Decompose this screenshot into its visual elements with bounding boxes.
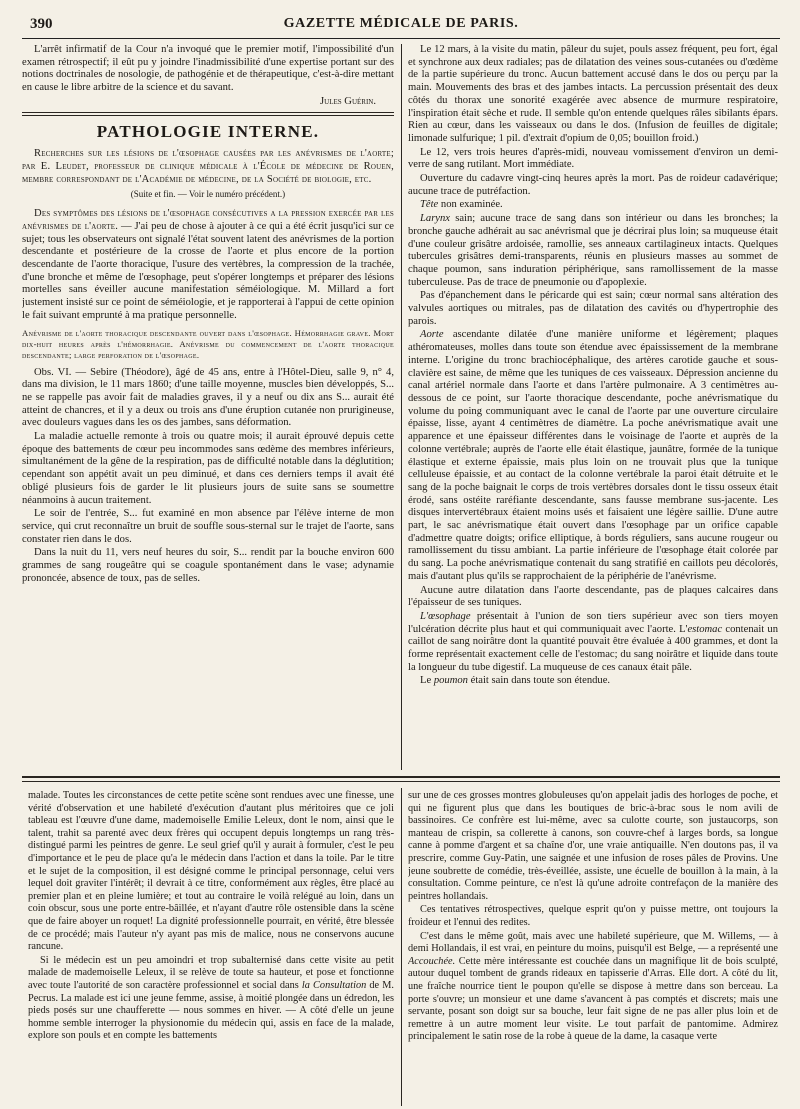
feuilleton-paragraph-4: Ces tentatives rétrospectives, quelque esprit qu'on y puisse mettre, ont toujours la froideur et l'ennui des redites. — [408, 904, 778, 928]
section-divider-thin — [22, 115, 394, 116]
symptoms-text: — J'ai peu de chose à ajouter à ce qui a été écrit jusqu'ici sur ce sujet; tous les observateurs ont signalé l'état souvent latent des anévrismes de la portion descendante et postérieure de la crosse de l'aorte et plus encore de la portion descendante de l'aorte thoracique, l'usure des vertèbres, la compression de la trachée, d'une bronche et même de l'œsophage, peut s'opérer longtemps et préparer des lésions mortelles sans éveiller aucune manifestation séméiologique. M. Millard a fort justement insisté sur ce point de séméiologie, et je rapporterai à l'appui de cette opinion le fait suivant emprunté à ma pratique personnelle. — [22, 220, 394, 321]
symptoms-heading: Des symptômes des lésions de l'œsophage consécutives a la pression exercée par les anévrismes de l'aorte. — [22, 208, 394, 232]
larynx-paragraph — [408, 213, 778, 289]
feuilleton-text-2a: Si le médecin est un peu amoindri et trop subalternisé dans cette visite au petit malade de mademoiselle Leleux, il se relève de toute sa hauteur, et pose et fonctionne avec toute l'autorité de son caractère professionnel et social dans — [28, 954, 394, 991]
oesophagus-text: présentait à l'union de son tiers supérieur avec son tiers moyen l'ulcération décrite plus haut et qui communiquait avec l'aorte. L' — [408, 610, 778, 635]
feuilleton-text-2b: de M. Pecrus. La malade est ici une jeune femme, assise, à moitié plongée dans un édredon, les pieds posés sur une chaufferette — nous sommes en hiver. — A côté d'elle un jeune homme semble interroger la physionomie du médecin qui, assis en face de la malade, explore son pouls et en compte les battements — [28, 979, 394, 1042]
symptoms-paragraph — [22, 208, 394, 322]
feuilleton-rule-bottom — [22, 781, 780, 782]
section-divider — [22, 112, 394, 114]
observation-paragraph-3: Le soir de l'entrée, S... fut examiné en mon absence par l'élève interne de mon service, qui crut reconnaître un bruit de souffle sous-sternal sur le trajet de l'aorte, sans constater rien dans le dos. — [22, 508, 394, 545]
feuilleton-paragraph-2 — [28, 955, 394, 1043]
head-paragraph — [408, 199, 778, 212]
aorta-text: ascendante dilatée d'une manière uniforme et légèrement; plaques athéromateuses, molles dans toute son étendue avec épaississement de la membrane interne. L'origine du tronc brachiocéphalique, des artères carotide gauche et sous-clavière est saine, de même que les tuniques de ces vaisseaux. Dépression ancienne du canal artériel normale dans l'aorte et dans l'artère pulmonaire. A 3 centimètres au-dessous de ce point, sur l'aorte thoracique descendante, poche anévrismatique du volume du poing communiquant avec le canal de l'aorte par une ouverture circulaire épaisse, lisse, ayant 4 centimètres de diamètre. La poche anévrismatique avait une apparence et une épaisseur différentes dans le voisinage de l'aorte et auprès de la colonne vertébrale; auprès de l'aorte elle était élastique, jaunâtre, formée de la tunique élastique et externe épaissie, mais plus loin on ne trouvait plus que la tunique celluleuse épaissie, et au contact de la colonne vertébrale la paroi était détruite et le sang de la poche baignait le corps de trois vertèbres dorsales dont le tissu osseux était érodé, sans ostéite raréfiante descendante, sans fausse membrane sus-jacente. Les disques intervertébraux étaient moins usés et faisaient une légère saillie. D'une autre part, le sac anévrismatique était ouvert dans l'œsophage par un orifice capable d'admettre quatre doigts; orifice elliptique, à bords réguliers, sans aucune rougeur ou ramollissement du tissu ambiant. La partie inférieure de l'œsophage était colorée par du sang. La poche anévrismatique contenait du sang stratifié en caillots peu décolorés, mais d'autant plus qu'ils se rapprochaient de la périphérie de l'anévrisme. — [408, 329, 778, 582]
visit-paragraph: Le 12 mars, à la visite du matin, pâleur du sujet, pouls assez fréquent, peu fort, égal et synchrone aux deux radiales; pas de dilatation des veines sous-cutanées ou d'œdème de la partie supérieure du tronc. Aucun battement accusé dans le dos ou perçu par la main. Mouvements des bras et des jambes intacts. La percussion présentait des deux côtés du thorax une sonorité exagérée avec absence de murmure respiratoire, l'inspiration était sèche et rude. Il semble qu'on entende quelques râles sibilants épars. Rien au cœur, dans les vaisseaux ou dans le dos. (Infusion de feuilles de digitale; limonade sulfurique; 1 pil. d'extrait d'opium de 0,05; bouillon froid.) — [408, 44, 778, 144]
column-divider — [401, 44, 402, 770]
death-paragraph: Le 12, vers trois heures d'après-midi, nouveau vomissement d'environ un demi-verre de sang rutilant. Mort immédiate. — [408, 146, 778, 171]
observation-paragraph-4: Dans la nuit du 11, vers neuf heures du soir, S... rendit par la bouche environ 600 grammes de sang rougeâtre qui se coagule spontanément dans le vase; adynamie prononcée, absence de toux, pas de selles. — [22, 547, 394, 584]
feuilleton-paragraph-3: sur une de ces grosses montres globuleuses qu'on appelait jadis des horloges de poche, et qui ne figurent plus que dans les boutiques de bric-à-brac sous le nom avili de bassinoires. Ce confrère est lui-même, avec sa culotte courte, son justaucorps, son manteau de crispin, sa collerette à canons, son couvre-chef à larges bords, sa longue canne à pomme d'argent et sa chaîne d'or, une vraie antiquaille. N'en doutons pas, il va prescrire, comme Guy-Patin, une saignée et une infusion de roses pâles de Provins. Une jeune soubrette de comédie, très-éveillée, assiste, une écuelle de bouillon à la main, à la consultation. Comme peinture, ce n'est là qu'une adroite contrefaçon de la manière des peintres hollandais. — [408, 790, 778, 902]
stomach-label: estomac — [687, 623, 723, 635]
autopsy-paragraph: Ouverture du cadavre vingt-cinq heures après la mort. Pas de roideur cadavérique; aucune trace de putréfaction. — [408, 173, 778, 197]
head-label: Tête — [420, 199, 439, 211]
pericardium-paragraph: Pas d'épanchement dans le péricarde qui est sain; cœur normal sans altération des valvules aortiques ou mitrales, pas de dilatation des cavités ou d'hypertrophie des parois. — [408, 290, 778, 327]
feuilleton-rule-top — [22, 776, 780, 778]
observation-paragraph-1: Obs. VI. — Sebire (Théodore), âgé de 45 ans, entre à l'Hôtel-Dieu, salle 9, n° 4, dans ma division, le 11 mars 1860; d'une taille moyenne, muscles bien développés, S... ne se rappelle pas avoir fait de maladies graves, il y a neuf ou dix ans S... aurait été atteint de chancres, et il y a deux ou trois ans d'une éruption cutanée non prurigineuse, avec douleurs vagues dans les os des jambes, sans déformation. — [22, 366, 394, 429]
observation-heading: Anévrisme de l'aorte thoracique descendante ouvert dans l'œsophage. Hémorrhagie grave. Mort dix-huit heures après l'hémorrhagie. Anévrisme du commencement de l'aorte thoracique descendante; large perforation de l'œsophage. — [22, 327, 394, 360]
stomach-text: contenait un caillot de sang noirâtre dont la quantité pouvait être évaluée à 400 grammes, et dont la forme représentait exactement celle de l'estomac; du sang noirâtre et liquide dans toute la longueur du tube digestif. La muqueuse de ces canaux était pâle. — [408, 623, 778, 673]
aorta-dilatation-paragraph: Aucune autre dilatation dans l'aorte descendante, pas de plaques calcaires dans l'épaisseur de ses tuniques. — [408, 584, 778, 609]
aorta-paragraph — [408, 329, 778, 583]
feuilleton-text-5a: C'est dans le même goût, mais avec une habileté supérieure, que M. Willems, — à demi Hollandais, il est vrai, en peinture du moins, puisqu'il est Belge, — a représenté une — [408, 930, 778, 955]
feuilleton-paragraph-5 — [408, 931, 778, 1044]
oesophagus-label: L'œsophage — [420, 610, 471, 622]
section-title: PATHOLOGIE INTERNE. — [96, 122, 320, 142]
oesophagus-paragraph — [408, 611, 778, 675]
feuilleton-left-column — [28, 790, 394, 1106]
feuilleton-paragraph-1: malade. Toutes les circonstances de cette petite scène sont rendues avec une finesse, une vérité d'observation et une habileté d'exécution d'autant plus méritoires que ce joli tableau est l'œuvre d'une dame, mademoiselle Emilie Leleux, dont le nom, ainsi que le talent, trahit sa parenté avec deux frères qui occupent depuis longtemps un rang très-distingué parmi les peintres de genre. Le seul grief qu'il y aurait à formuler, c'est le peu d'importance et le peu de place qu'a le médecin dans l'action et dans la toile. Par le titre et le sujet de la composition, il est désigné comme le principal personnage, celui vers lequel doit graviter l'intérêt; il devrait à ce titre, conformément aux règles, être placé au premier plan et en pleine lumière; et tout au contraire le voilà relégué au loin, dans un coin obscur, sous une porte entre-bâillée, et n'ayant d'autre rôle ostensible dans la scène que de faire aboyer un roquet! La dignité professionnelle pourrait, en vérité, être blessée de ce procédé; mais l'auteur n'y ayant pas mis de malice, nous ne conservons aucune rancune. — [28, 790, 394, 953]
left-column — [22, 44, 394, 772]
feuilleton-right-column — [408, 790, 778, 1106]
author-signature: Jules Guérin. — [320, 95, 376, 107]
feuilleton-text-5b: Cette mère intéressante est couchée dans un magnifique lit de bois sculpté, autour duquel tombent de grands rideaux en tapisserie d'Arras. Elle dort. A côté du lit, une fraîche nourrice tient le poupon qu'elle se dispose à mettre dans son berceau. La porte s'ouvre; un monsieur et une dame s'avancent à pas comptés et discrets; mais une servante, posant son doigt sur sa bouche, leur fait signe de ne pas aller plus loin et de remettre à un autre moment leur visite. Le tout parfait de pantomime. Admirez principalement le satin rose de la robe à queue de la dame, la casaque verte — [408, 955, 778, 1043]
larynx-text: sain; aucune trace de sang dans son intérieur ou dans les bronches; la bronche gauche adhérait au sac anévrismal que je décrirai plus loin; sa muqueuse était d'une couleur grisâtre ardoisée, ramollie, ses anneaux cartilagineux intacts. Quelques tubercules grisâtres demi-transparents, réunis en plusieurs masses au sommet de chaque poumon, sans induration périphérique, sans ramollissement de la masse tuberculeuse. Pas de trace de pneumonie ou d'apoplexie. — [408, 213, 778, 288]
observation-paragraph-2: La maladie actuelle remonte à trois ou quatre mois; il aurait éprouvé depuis cette époque des battements de cœur peu incommodes sans œdème des membres inférieurs, simultanément de la gêne de la respiration, pas de difficulté notable dans la déglutition; cependant son appétit avait un peu diminué, et dans ces derniers temps il avait été obligé plusieurs fois de garder le lit plusieurs jours de suite sans se soumettre néanmoins à aucun traitement. — [22, 431, 394, 506]
article-heading: Recherches sur les lésions de l'œsophage causées par les anévrismes de l'aorte; par E. Leudet, professeur de clinique médicale à l'École de médecine de Rouen, membre correspondant de l'Académie de médecine, de la Société de biologie, etc. — [22, 148, 394, 185]
feuilleton-column-divider — [401, 788, 402, 1106]
right-column — [408, 44, 778, 772]
lung-prefix: Le — [420, 675, 434, 687]
painting-title-consultation: la Consultation — [301, 979, 367, 991]
larynx-label: Larynx — [420, 213, 451, 225]
lung-label: poumon — [433, 675, 468, 687]
closing-paragraph: L'arrêt infirmatif de la Cour n'a invoqué que le premier motif, l'impossibilité d'un examen rétrospectif; il eût pu y joindre l'inadmissibilité d'une expertise portant sur des notions doctrinales de nosologie, de pathogénie et de thérapeutique, c'est-à-dire mettant en cause le libre arbitre de la science et du savant. — [22, 44, 394, 94]
journal-title: GAZETTE MÉDICALE DE PARIS. — [283, 16, 519, 31]
continuation-note: (Suite et fin. — Voir le numéro précédent.) — [130, 189, 286, 200]
aorta-label: Aorte — [420, 329, 444, 341]
painting-title-accouchee: Accouchée. — [408, 955, 456, 967]
lung-text: était sain dans toute son étendue. — [467, 675, 611, 687]
page-number: 390 — [30, 16, 53, 32]
lung-paragraph — [408, 675, 778, 688]
head-text: non examinée. — [438, 199, 503, 211]
page-header — [22, 12, 780, 39]
